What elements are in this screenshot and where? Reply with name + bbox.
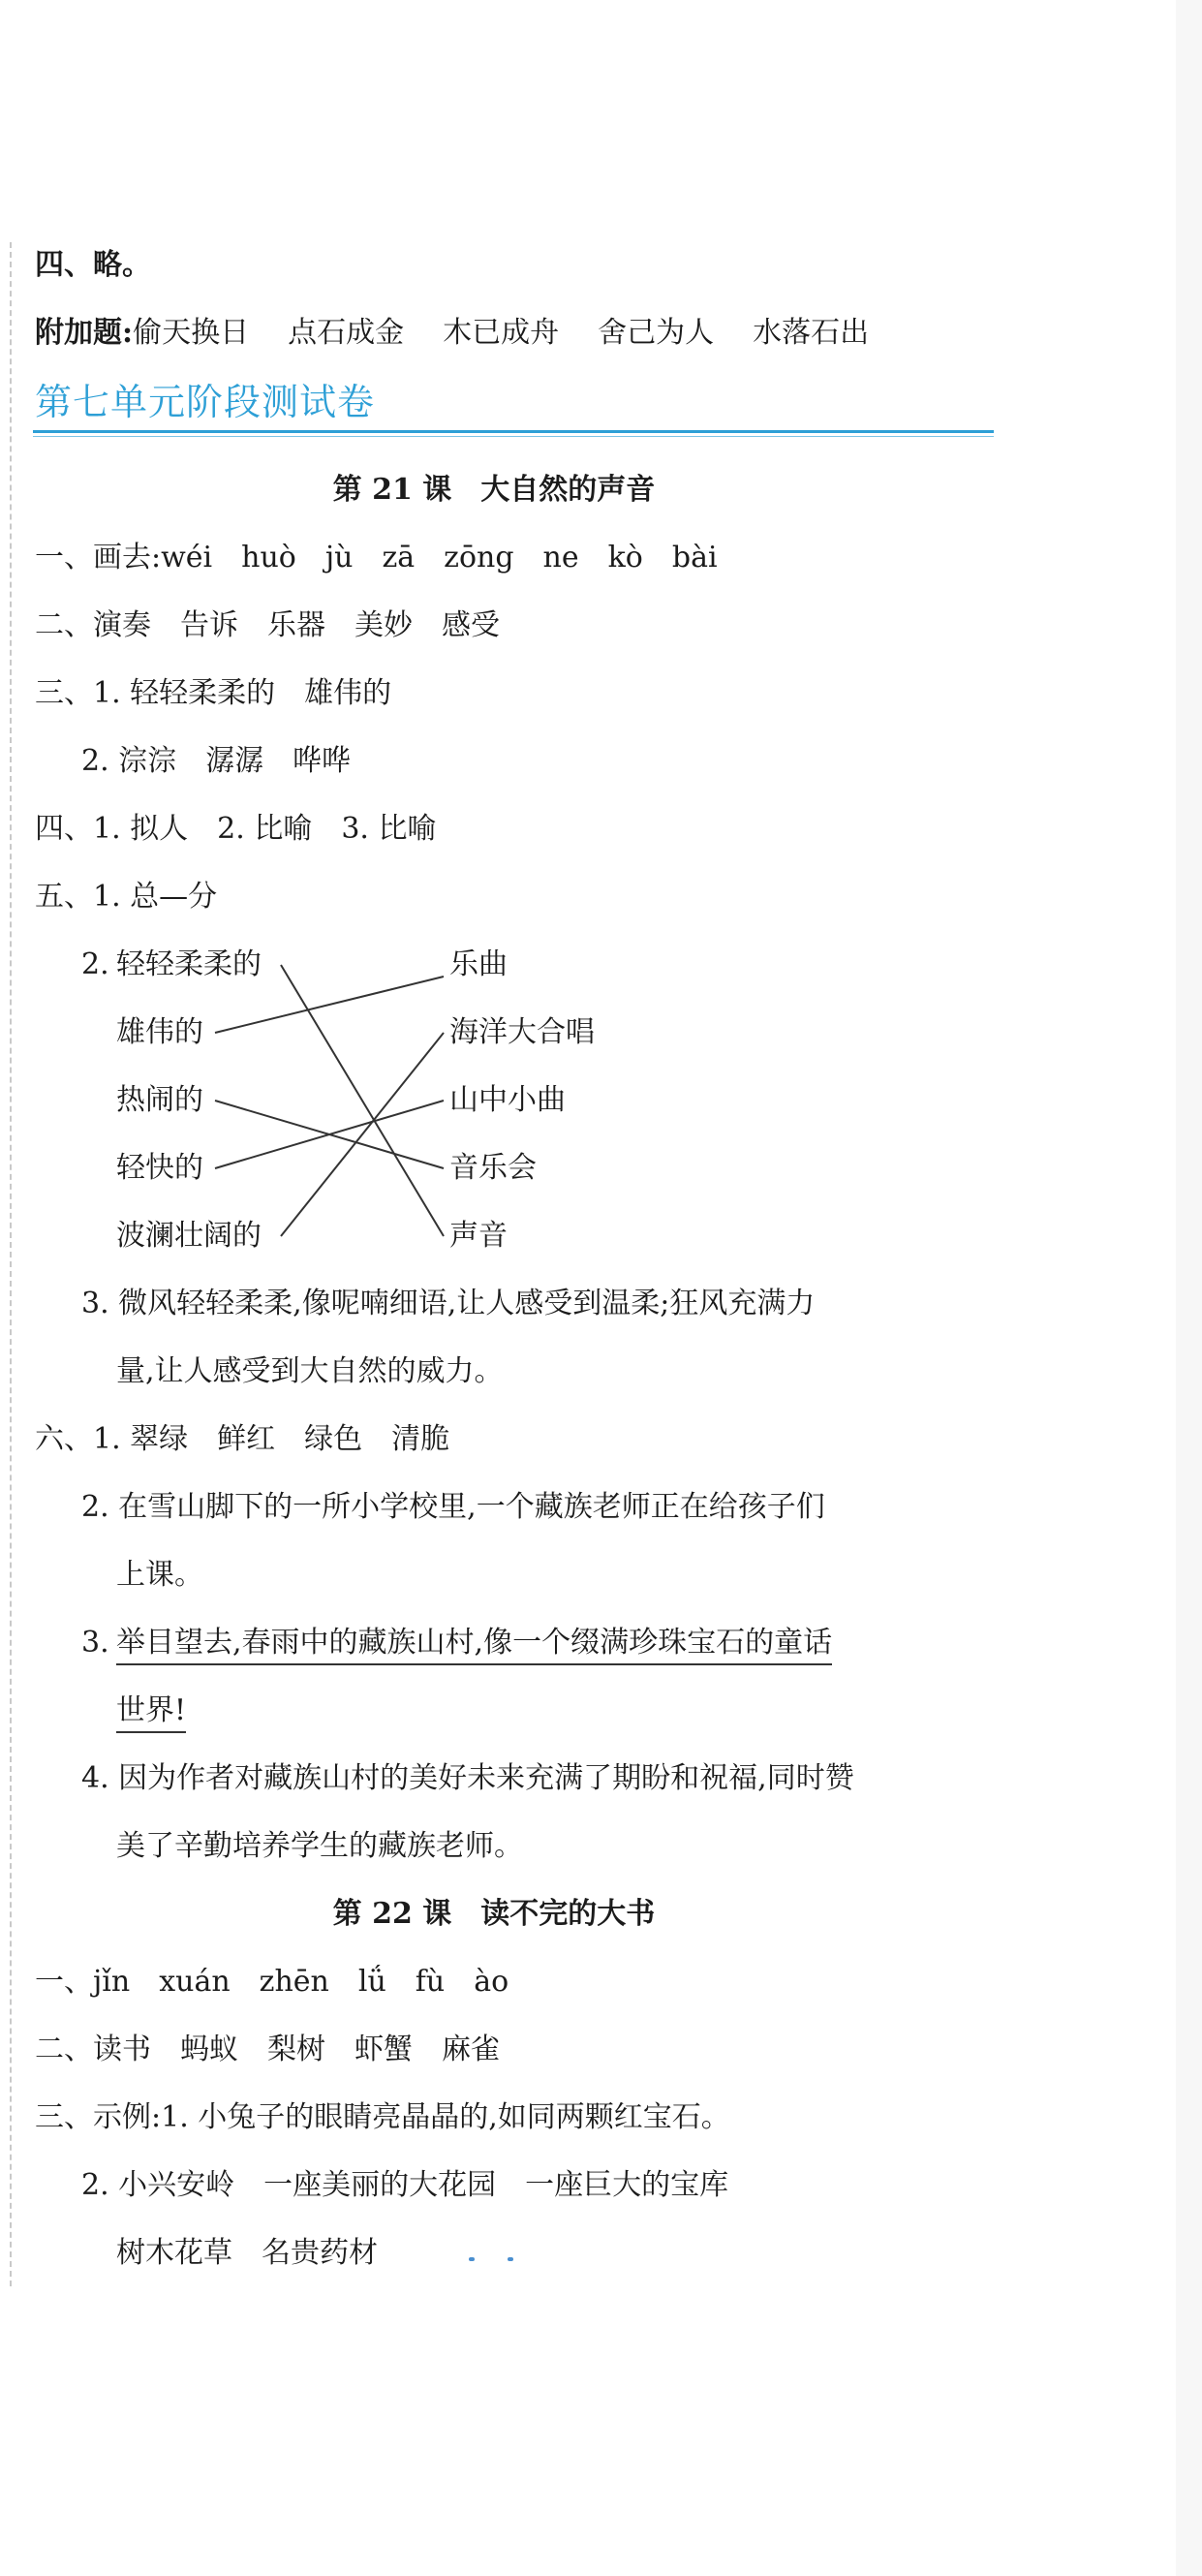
underlined-sentence: 举目望去,春雨中的藏族山村,像一个缀满珍珠宝石的童话 [116,1626,832,1665]
match-left-item: 轻快的 [116,1151,203,1185]
lesson21-q5-3-line1: 3. 微风轻轻柔柔,像呢喃细语,让人感受到温柔;狂风充满力 [81,1287,816,1320]
match-left-item: 轻轻柔柔的 [116,947,262,981]
emphasis-dot [508,2257,513,2261]
match-left-item: 波澜壮阔的 [116,1219,262,1253]
lesson22-q1: 一、jǐn xuán zhēn lǘ fù ào [35,1965,509,1999]
match-right-item: 海洋大合唱 [449,1015,595,1049]
match-connector [281,1033,444,1236]
lesson21-q3-1: 三、1. 轻轻柔柔的 雄伟的 [35,676,392,710]
match-right-item: 声音 [449,1219,508,1253]
bonus-item: 水落石出 [753,316,870,350]
lesson21-q6-1: 六、1. 翠绿 鲜红 绿色 清脆 [35,1422,450,1456]
match-number: 2. [81,947,109,981]
lesson21-q6-4-line2: 美了辛勤培养学生的藏族老师。 [116,1829,523,1863]
lesson21-q6-4-line1: 4. 因为作者对藏族山村的美好未来充满了期盼和祝福,同时赞 [81,1761,854,1795]
lesson21-q1: 一、画去:wéi huò jù zā zōng ne kò bài [35,541,718,574]
bonus-item: 木已成舟 [443,316,560,350]
lesson21-q3-2: 2. 淙淙 潺潺 哗哗 [81,744,352,778]
match-right-item: 山中小曲 [449,1083,566,1117]
lesson21-q6-3-number: 3. [81,1626,109,1660]
match-right-item: 音乐会 [449,1151,537,1185]
lesson22-q3-2: 2. 小兴安岭 一座美丽的大花园 一座巨大的宝库 [81,2168,729,2202]
bonus-item: 偷天换日 [133,316,250,350]
lesson22-q2: 二、读书 蚂蚁 梨树 虾蟹 麻雀 [35,2033,500,2066]
unit-title: 第七单元阶段测试卷 [35,381,376,423]
lesson-22-title: 第 22 课 读不完的大书 [332,1897,656,1931]
lesson21-q6-3-line2 [116,1691,186,1730]
emphasis-dot [469,2257,475,2261]
match-left-item: 热闹的 [116,1083,203,1117]
match-connector [281,965,444,1236]
bonus-item: 点石成金 [288,316,405,350]
match-right-item: 乐曲 [449,947,508,981]
lesson21-q6-2-line2: 上课。 [116,1558,203,1592]
lesson21-q5-3-line2: 量,让人感受到大自然的威力。 [116,1354,504,1388]
lesson21-q6-3-line1 [116,1624,832,1662]
lesson21-q2: 二、演奏 告诉 乐器 美妙 感受 [35,608,500,642]
underlined-sentence: 世界! [116,1693,186,1733]
bonus-item: 舍己为人 [598,316,715,350]
lesson22-q3-1: 三、示例:1. 小兔子的眼睛亮晶晶的,如同两颗红宝石。 [35,2100,730,2134]
match-connector [215,977,444,1033]
bonus-label: 附加题: [35,316,134,350]
lesson22-q3-3: 树木花草 名贵药材 [116,2236,378,2270]
lesson21-q4: 四、1. 拟人 2. 比喻 3. 比喻 [35,812,437,846]
lesson21-q6-2-line1: 2. 在雪山脚下的一所小学校里,一个藏族老师正在给孩子们 [81,1490,825,1524]
match-left-item: 雄伟的 [116,1015,203,1049]
lesson21-q5-1: 五、1. 总—分 [35,880,218,914]
lesson-21-title: 第 21 课 大自然的声音 [332,473,656,507]
answer-si-lue: 四、略。 [35,248,151,282]
